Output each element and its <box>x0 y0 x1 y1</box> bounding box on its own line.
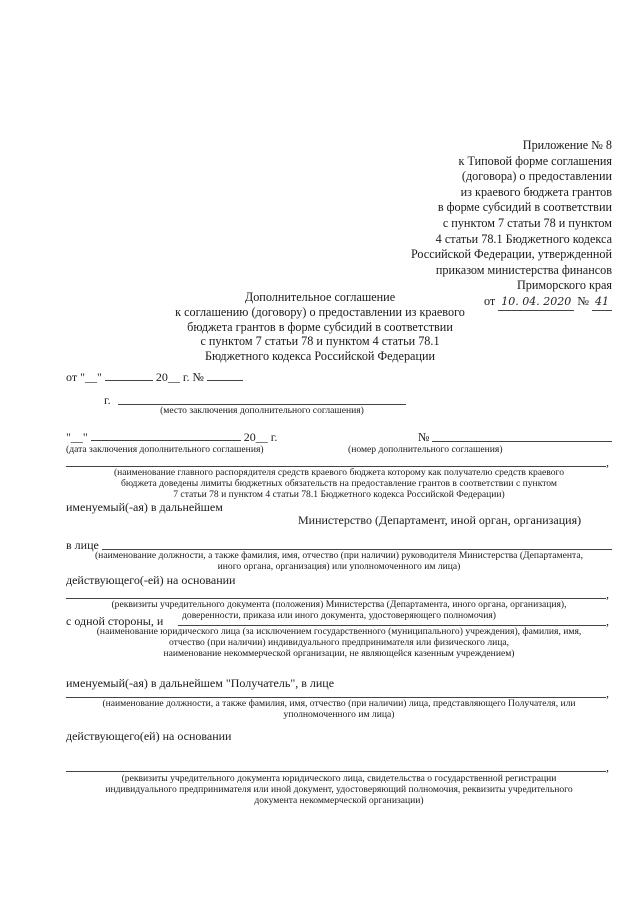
number-blank <box>207 380 243 381</box>
distributor-comma: , <box>606 455 609 469</box>
appendix-block <box>411 138 612 311</box>
acting1-comma: , <box>606 587 609 601</box>
document-title <box>150 290 490 364</box>
title-line: с пунктом 7 статьи 78 и пунктом 4 статьи 78.1 <box>200 334 440 349</box>
caption-line: наименование некоммерческой организации, не являющейся казенным учреждением) <box>163 648 515 660</box>
caption-line: отчество (при наличии) индивидуального предпринимателя или физического лица, <box>168 637 510 649</box>
caption-line: бюджета доведены лимиты бюджетных обязательств на предоставление грантов в соответствии с пунктом <box>121 478 557 490</box>
place-caption: (место заключения дополнительного соглашения) <box>160 405 364 416</box>
appendix-line: 4 статьи 78.1 Бюджетного кодекса <box>435 231 612 246</box>
caption-line: доверенности, приказа или иного документа, удостоверяющего полномочия) <box>182 610 496 622</box>
number-sign: № <box>192 370 204 384</box>
caption-line: уполномоченного им лица) <box>283 709 395 721</box>
appendix-line: из краевого бюджета грантов <box>460 184 612 199</box>
place-prefix: г. <box>104 393 111 407</box>
acting2-label: действующего(ей) на основании <box>66 729 232 743</box>
caption-line: (наименование должности, а также фамилия, имя, отчество (при наличии) руководителя Министерства (Департамента, <box>94 550 583 561</box>
named2-caption <box>66 698 612 720</box>
caption-line: индивидуального предпринимателя или иной документ, удостоверяющий полномочия, реквизиты учредительного <box>105 784 573 796</box>
caption-line: (наименование главного распорядителя средств краевого бюджета которому как получателю средств краевого <box>113 467 565 478</box>
date-year: 20__ г. <box>243 430 278 444</box>
caption-line: (наименование юридического лица (за исключением государственного (муниципального) учреждения), фамилия, имя, <box>96 626 582 637</box>
named1-value: Министерство (Департамент, иной орган, организация) <box>298 513 582 527</box>
acting2-field[interactable] <box>66 771 606 772</box>
handwritten-number: 41 <box>592 294 612 311</box>
agreement-number-field[interactable] <box>432 441 612 442</box>
title-line: Бюджетного кодекса Российской Федерации <box>204 349 436 364</box>
appendix-line: Приморского края <box>517 278 612 293</box>
appendix-line: в форме субсидий в соответствии <box>437 200 612 215</box>
number-prefix: № <box>577 293 589 308</box>
distributor-caption <box>66 467 612 501</box>
date-prefix: от <box>483 293 496 308</box>
appendix-line: с пунктом 7 статьи 78 и пунктом <box>442 215 612 230</box>
date-caption: (дата заключения дополнительного соглашения) <box>66 444 264 455</box>
title-line: Дополнительное соглашение <box>244 290 396 304</box>
caption-line: (наименование должности, а также фамилия, имя, отчество (при наличии) лица, представляющего Получателя, или <box>102 698 576 709</box>
named2-label: именуемый(-ая) в дальнейшем "Получатель", в лице <box>66 676 335 690</box>
named1-label: именуемый(-ая) в дальнейшем <box>66 500 223 514</box>
party-one-prefix: с одной стороны, и <box>66 614 164 628</box>
acting2-caption <box>66 773 612 807</box>
title-line: бюджета грантов в форме субсидий в соответствии <box>187 319 453 334</box>
acting1-label: действующего(-ей) на основании <box>66 573 236 587</box>
title-line: к соглашению (договору) о предоставлении из краевого <box>175 304 465 319</box>
date-blank <box>91 440 241 441</box>
party-one-caption <box>66 626 612 660</box>
date-quote: "__" <box>66 430 88 444</box>
caption-line: 7 статьи 78 и пунктом 4 статьи 78.1 Бюджетного кодекса Российской Федерации) <box>173 489 505 501</box>
appendix-line: Приложение № 8 <box>522 138 612 152</box>
caption-line: (реквизиты учредительного документа (положения) Министерства (Департамента, иного органа, организация), <box>111 599 567 610</box>
handwritten-date: 10. 04. 2020 <box>498 294 574 311</box>
appendix-line: Российской Федерации, утвержденной <box>410 247 612 262</box>
appendix-line: приказом министерства финансов <box>435 262 612 277</box>
number-caption: (номер дополнительного соглашения) <box>348 444 503 455</box>
from-quote: от "__" <box>66 370 102 384</box>
person-caption <box>66 550 612 572</box>
acting2-comma: , <box>606 760 609 774</box>
agreement-number-sign: № <box>418 430 430 444</box>
appendix-line: к Типовой форме соглашения <box>458 153 612 168</box>
year-label: 20__ г. <box>155 370 190 384</box>
main-agreement-row <box>66 370 243 385</box>
month-blank <box>105 380 153 381</box>
date-row <box>66 430 277 445</box>
party-one-comma: , <box>606 614 609 628</box>
appendix-line: (договора) о предоставлении <box>461 169 612 184</box>
caption-line: иного органа, организация) или уполномоченного им лица) <box>217 561 461 573</box>
caption-line: (реквизиты учредительного документа юридического лица, свидетельства о государственной регистрации <box>121 773 557 784</box>
named2-comma: , <box>606 686 609 700</box>
caption-line: документа некоммерческой организации) <box>254 795 424 807</box>
person-prefix: в лице <box>66 538 99 552</box>
